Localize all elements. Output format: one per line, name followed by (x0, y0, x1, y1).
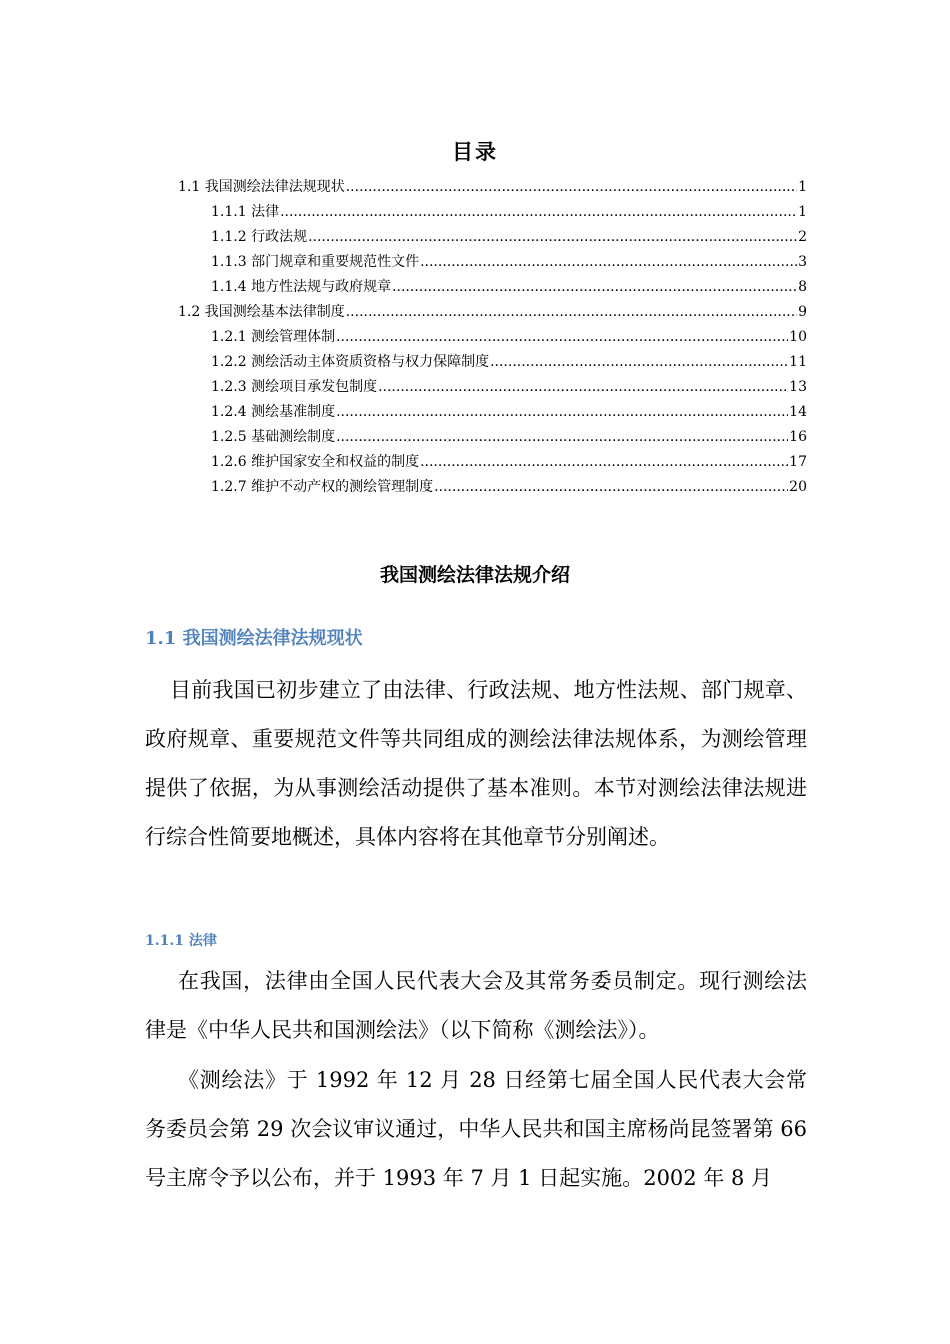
toc-entry-page-number: 1 (798, 179, 807, 195)
toc-entry-label: 1.2.5 基础测绘制度 (211, 429, 336, 445)
toc-entry-label: 1.1.2 行政法规 (211, 229, 308, 245)
toc-dot-leader (346, 300, 797, 325)
toc-entry-page-number: 2 (798, 229, 807, 245)
toc-entry[interactable] (178, 300, 807, 325)
toc-entry[interactable] (178, 175, 807, 200)
section-1-1-1-paragraph-1: 在我国，法律由全国人民代表大会及其常务委员制定。现行测绘法律是《中华人民共和国测绘法》（以下简称《测绘法》）。 (145, 969, 807, 1042)
section-heading-1-1-1: 1.1.1 法律 (145, 933, 217, 949)
toc-entry-page-number: 3 (798, 254, 807, 270)
toc-entry-page-number: 16 (789, 429, 807, 445)
table-of-contents (178, 175, 807, 500)
toc-dot-leader (336, 325, 788, 350)
section-1-1-paragraph: 目前我国已初步建立了由法律、行政法规、地方性法规、部门规章、政府规章、重要规范文件等共同组成的测绘法律法规体系，为测绘管理提供了依据，为从事测绘活动提供了基本准则。本节对测绘法律法规进行综合性简要地概述，具体内容将在其他章节分别阐述。 (145, 678, 807, 849)
toc-entry[interactable] (178, 250, 807, 275)
toc-entry-label: 1.2 我国测绘基本法律制度 (178, 304, 345, 320)
toc-dot-leader (490, 350, 788, 375)
toc-entry[interactable] (178, 425, 807, 450)
toc-entry-page-number: 10 (789, 329, 807, 345)
document-title: 我国测绘法律法规介绍 (379, 564, 570, 586)
toc-entry[interactable] (178, 450, 807, 475)
toc-dot-leader (392, 275, 797, 300)
toc-dot-leader (434, 475, 788, 500)
toc-entry-page-number: 9 (798, 304, 807, 320)
toc-dot-leader (420, 250, 797, 275)
toc-entry-page-number: 13 (789, 379, 807, 395)
toc-entry-label: 1.2.1 测绘管理体制 (211, 329, 336, 345)
toc-entry[interactable] (178, 375, 807, 400)
toc-dot-leader (420, 450, 788, 475)
toc-entry[interactable] (178, 275, 807, 300)
toc-entry-page-number: 8 (798, 279, 807, 295)
toc-entry-label: 1.2.2 测绘活动主体资质资格与权力保障制度 (211, 354, 490, 370)
toc-entry-label: 1.1 我国测绘法律法规现状 (178, 179, 345, 195)
toc-entry-label: 1.1.4 地方性法规与政府规章 (211, 279, 392, 295)
toc-entry[interactable] (178, 400, 807, 425)
toc-entry[interactable] (178, 475, 807, 500)
toc-title: 目录 (452, 139, 498, 164)
toc-entry-page-number: 20 (789, 479, 807, 495)
toc-entry[interactable] (178, 325, 807, 350)
toc-entry-label: 1.2.3 测绘项目承发包制度 (211, 379, 378, 395)
toc-entry-page-number: 11 (789, 354, 807, 370)
toc-entry-page-number: 1 (798, 204, 807, 220)
toc-dot-leader (336, 425, 788, 450)
toc-entry-label: 1.2.7 维护不动产权的测绘管理制度 (211, 479, 434, 495)
toc-dot-leader (378, 375, 788, 400)
toc-entry-label: 1.2.4 测绘基准制度 (211, 404, 336, 420)
toc-entry[interactable] (178, 350, 807, 375)
toc-dot-leader (308, 225, 797, 250)
toc-entry-label: 1.1.1 法律 (211, 204, 280, 220)
toc-entry-label: 1.2.6 维护国家安全和权益的制度 (211, 454, 420, 470)
toc-entry[interactable] (178, 225, 807, 250)
section-1-1-1-paragraph-2: 《测绘法》于 1992 年 12 月 28 日经第七届全国人民代表大会常务委员会第 29 次会议审议通过，中华人民共和国主席杨尚昆签署第 66 号主席令予以公布，并于 1993 年 7 月 1 日起实施。2002 年 8 月 (145, 1068, 807, 1190)
toc-dot-leader (280, 200, 797, 225)
section-heading-1-1: 1.1 我国测绘法律法规现状 (145, 628, 363, 649)
toc-entry-label: 1.1.3 部门规章和重要规范性文件 (211, 254, 420, 270)
toc-entry[interactable] (178, 200, 807, 225)
toc-entry-page-number: 14 (789, 404, 807, 420)
toc-dot-leader (346, 175, 797, 200)
toc-entry-page-number: 17 (789, 454, 807, 470)
toc-dot-leader (336, 400, 788, 425)
